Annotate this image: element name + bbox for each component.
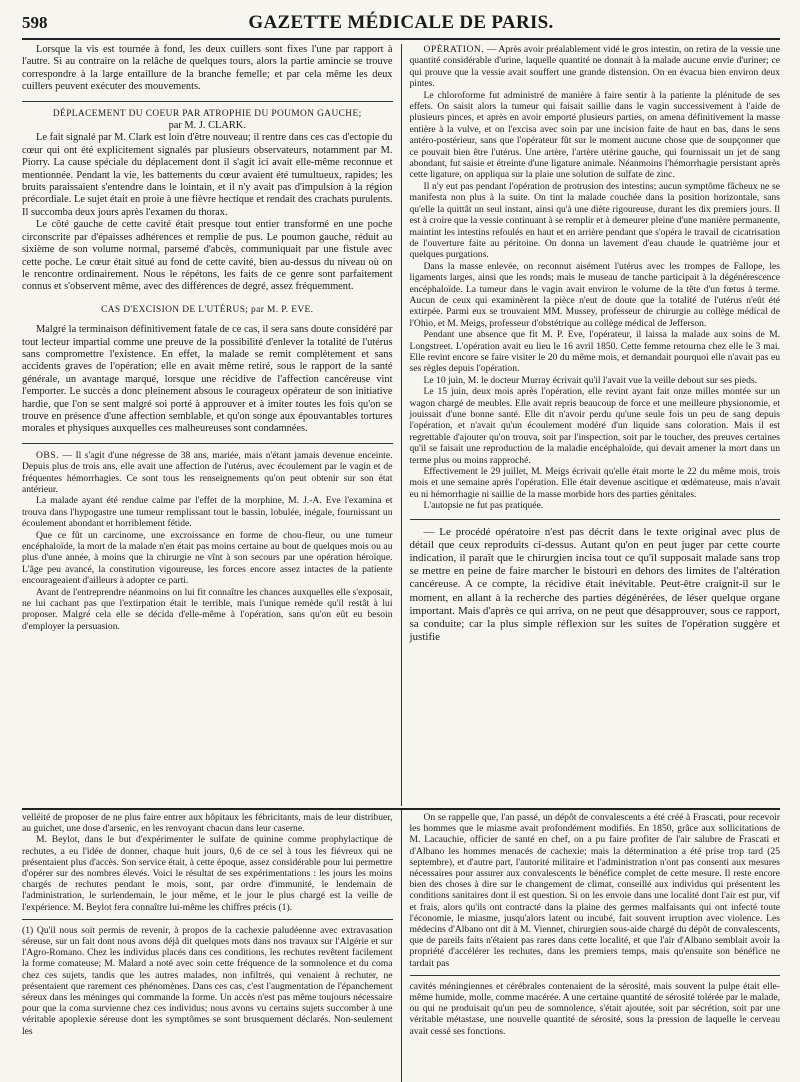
paragraph-op-1: — Après avoir préalablement vidé le gros intestin, on retira de la vessie une quantité considérable d'urine, laquelle quantité ne donnait à la malade aucune envie d'uriner; ce qui prouve que la vessie avait souffert une grande distension. On en évacua bien environ deux pintes. bbox=[409, 44, 780, 90]
paragraph-bottom-left-2: M. Beylot, dans le but d'expérimenter le sulfate de quinine comme prophylactique de rechutes, a eu l'idée de donner, chaque huit jours, 0,6 de ce sel à tous les fiévreux qui ne présentaient plus d'accès. Son service était, à cette époque, assez considérable pour lui permettre d'opérer sur des nombres élevés. Voici le résultat de ses expérimentations : les jours les moins chargés de rechutes pendant le mois, sont, par ordre d'immunité, le lendemain de l'administration, le surlendemain, le jour même, et le jour le plus chargé est la veille de l'expérience. M. Beylot fera connaître lui-même les chiffres précis (1). bbox=[22, 834, 393, 913]
page-header bbox=[22, 12, 780, 40]
operation-label: OPÉRATION. bbox=[423, 44, 485, 55]
footnote-right: cavités méningiennes et cérébrales contenaient de la sérosité, mais souvent la pulpe était elle-même humide, molle, comme macérée. A une certaine quantité de sérosité tolérée par le malade, ou qui ne produisait qu'un peu de somnolence, s'était ajoutée, soit par sécrétion, soit par une véritable métastase, une nouvelle quantité de sérosité, sous la pression de laquelle le cerveau avait cessé ses fonctions. bbox=[409, 980, 780, 1037]
article-heading-eve: CAS D'EXCISION DE L'UTÉRUS; par M. P. EVE. bbox=[101, 304, 314, 315]
paragraph-clark-1: Le fait signalé par M. Clark est loin d'être nouveau; il rentre dans ces cas d'ectopie du cœur qui ont été explicitement signalés par plusieurs observateurs, notamment par M. Piorry. La cause spéciale du déplacement dont il s'agit ici avait elle-même reconnue et mentionnée. Pendant la vie, les battements du cœur avaient été tumultueux, rapides; les bruits paraissaient s'entendre dans le lointain, et il n'y avait pas d'impulsion à la région précordiale. Le sujet était en proie à une fièvre hectique et rendait des crachats purulents. Il succomba deux jours après l'examen du thorax. bbox=[22, 132, 393, 218]
paragraph-op-2: Le chloroforme fut administré de manière à faire sentir à la patiente la plénitude de ses effets. On saisit alors la tumeur qui faisait saillie dans le vagin successivement à l'aide de plusieurs pinces, et après en avoir emporté plusieurs parties, on amena définitivement la masse entière à la vulve, et on l'excisa avec soin par une incision faite de haut en bas, dans le sens antéro-postérieur, sans que l'opérateur fût sur le moment aucune chose que de soupçonner que ce pouvait bien être l'utérus. Une artère, l'artère utérine gauche, qui fournissait un jet de sang abondant, fut saisie et étreinte d'une ligature animale. Néanmoins l'hémorrhagie persistant après cette ligature, on appliqua sur la plaie une solution de sulfate de zinc. bbox=[409, 89, 780, 181]
main-columns bbox=[22, 44, 780, 806]
paragraph-obs-2: La malade ayant été rendue calme par l'effet de la morphine, M. J.-A. Eve l'examina et trouva dans l'hypogastre une tumeur remplissant tout le bassin, lobulée, inégale, fournissant un écoulement abondant et horriblement fétide. bbox=[22, 495, 393, 530]
article-byline-clark: par M. J. CLARK. bbox=[168, 120, 246, 132]
paragraph-op-8: Effectivement le 29 juillet, M. Meigs écrivait qu'elle était morte le 22 du même mois, trois mois et une semaine après l'opération. Elle était devenue ascitique et œdémateuse, mais n'avait eu ni hémorrhagie ni saillie de la masse morbide hors des parties génitales. bbox=[409, 466, 780, 500]
paragraph-op-6: Le 10 juin, M. le docteur Murray écrivait qu'il l'avait vue la veille debout sur ses pieds. bbox=[423, 374, 758, 386]
paragraph-clark-2: Le côté gauche de cette cavité était presque tout entier transformé en une poche circonscrite par d'épaisses adhérences et remplie de pus. Le poumon gauche, réduit au sixième de son volume normal, parsemé d'abcès, communiquait par une fistule avec cette poche. Le cœur était situé au fond de cette cavité, bien au-dessus du niveau où on le rencontre ordinairement. Nous le répétons, les faits de ce genre sont parfaitement connus et s'observent même, avec des différences de degré, assez fréquemment. bbox=[22, 219, 393, 293]
paragraph-bottom-right-1: On se rappelle que, l'an passé, un dépôt de convalescents a été créé à Frascati, pour recevoir les hommes que le miasme avait profondément modifiés. En 1850, grâce aux sollicitations de M. Lacauchie, officier de santé en chef, on a pu faire profiter de l'air salubre de Frascati et d'Albano les hommes menacés de cachexie; mais la détermination a été prise trop tard (25 septembre), et d'autre part, l'autorité militaire et l'administration n'ont pas consenti aux mesures nécessaires pour assurer aux convalescents le bénéfice complet de cette mesure. Il reste encore bien des choses à dire sur le changement de climat, conseillé aux individus qui présentent les conditions sanitaires dont il est question. Si on les envoie dans une localité dont l'air est pur, vif et frais, alors qu'ils ont contracté dans la plaine des germes malfaisants qui ont infecté toute l'économie, le miasme, jusqu'alors latent ou incubé, fait souvent irruption avec violence. Les médecins d'Albano ont dit à M. Viennet, chirurgien sous-aide chargé du dépôt de convalescents, que de pareils faits n'étaient pas rares dans cette localité, et que l'air d'Albano semblait avoir la propriété d'accélérer les rechutes, dans les premiers temps, mais qu'ensuite son bénéfice ne tardait pas bbox=[409, 812, 780, 969]
divider bbox=[410, 519, 781, 520]
paragraph-op-9: L'autopsie ne fut pas pratiquée. bbox=[423, 500, 544, 512]
paragraph-op-5: Pendant une absence que fit M. P. Eve, l'opérateur, il laissa la malade aux soins de M. Longstreet. L'opération avait eu lieu le 16 avril 1850. Cette femme retourna chez elle le 3 mai. Elle revint encore se faire visiter le 20 du même mois, et demandait pourquoi elle n'avait pas eu ses règles depuis l'opération. bbox=[409, 329, 780, 375]
paragraph-intro: Lorsque la vis est tournée à fond, les deux cuillers sont fixes l'une par rapport à l'autre. Si au contraire on la relâche de quelques tours, alors la partie amincie se trouve correspondre à la large entaillure de la branche femelle; et par cela même les deux cuillers peuvent exécuter des mouvements. bbox=[22, 44, 393, 93]
divider bbox=[22, 101, 393, 102]
paragraph-bottom-left-1: velléité de proposer de ne plus faire entrer aux hôpitaux les fébricitants, mais de leur distribuer, au guichet, une dose d'arsenic, en les renvoyant chacun dans leur caserne. bbox=[22, 812, 393, 835]
paragraph-op-3: Il n'y eut pas pendant l'opération de protrusion des intestins; aucun symptôme fâcheux ne se manifesta non plus à la suite. On tint la malade couchée dans la position horizontale, sans qu'elle la quittât un seul instant, ainsi qu'à une diète rigoureuse, durant les dix premiers jours. Il est à croire que la vessie continuant à se remplir et à demeurer pleine d'une manière permanente, maintint les intestins refoulés en haut et en arrière pendant que s'opéra le travail de cicatrisation de l'ouverture faite au péritoine. On donna un lavement d'eau chaude le quatrième jour et quelques purgations. bbox=[409, 180, 780, 261]
article-heading-clark: DÉPLACEMENT DU COEUR PAR ATROPHIE DU POUMON GAUCHE; bbox=[52, 108, 362, 119]
obs-label: OBS. bbox=[36, 449, 60, 461]
left-column bbox=[22, 44, 402, 806]
divider bbox=[22, 443, 393, 444]
paragraph-commentary: — Le procédé opératoire n'est pas décrit dans le texte original avec plus de détail que ceux reproduits ci-dessus. Autant qu'on en peut juger par cette courte indication, il paraît que le chirurgien incisa tout ce qu'il supposait malade sans trop se mettre en peine de faire marcher le bistouri en dehors des limites de l'altération cancéreuse. A ce compte, la récidive était inévitable. Peut-être craignit-il sur le moment, en allant à la recherche des parties dégénérées, de léser quelque organe important. Mais d'après ce qui arriva, on ne peut que désapprouver, sous ce rapport, sa conduite; car la plus simple réflexion sur les suites de l'opération suggère et justifie bbox=[409, 525, 780, 644]
paragraph-obs-1: — Il s'agit d'une négresse de 38 ans, mariée, mais n'étant jamais devenue enceinte. Depuis plus de trois ans, elle avait une affection de l'utérus, avec écoulement par le vagin et de fréquentes hémorrhagies. Ce sont tous les renseignements qu'on peut obtenir sur son état antérieur. bbox=[22, 449, 393, 495]
footnote-divider bbox=[22, 919, 393, 920]
footnote-divider bbox=[410, 975, 781, 976]
paragraph-eve-1: Malgré la terminaison définitivement fatale de ce cas, il sera sans doute considéré par tout lecteur impartial comme une preuve de la possibilité d'enlever la totalité de l'utérus sans compromettre l'existence. En effet, la malade se remit complètement et sans accidents graves de l'opération; elle en avait même retiré, sous le rapport de la santé générale, un avantage marqué, lorsque une récidive de l'affection cancéreuse vint l'emporter. Le succès a donc pleinement absous le courageux opérateur de son initiative hardie, que l'on se sent malgré soi porté à approuver et à imiter toutes les fois qu'on se trouve en présence d'une affection semblable, et qu'on songe aux épouvantables tortures morales et physiques auxquelles ces malheureuses sont condamnées. bbox=[22, 324, 393, 435]
bottom-right-column bbox=[402, 810, 781, 1082]
paragraph-op-4: Dans la masse enlevée, on reconnut aisément l'utérus avec les trompes de Fallope, les ligaments larges, ainsi que les ronds; mais le museau de tanche participait à la dégénérescence encéphaloïde. La tumeur dans le vagin avait environ le volume de la tête d'un fœtus à terme. Aucun de ceux qui examinèrent la pièce n'eut de doute que la totalité de l'utérus n'eût été extirpée. Parmi eux se trouvaient MM. Mussey, professeur de chirurgie au collège médical de l'Ohio, et M. Meigs, professeur d'obstétrique au collège médical de Jefferson. bbox=[409, 260, 780, 329]
right-column bbox=[402, 44, 781, 806]
journal-title: GAZETTE MÉDICALE DE PARIS. bbox=[248, 12, 554, 33]
bottom-columns bbox=[22, 810, 780, 1082]
page-number: 598 bbox=[22, 13, 48, 32]
paragraph-obs-3: Que ce fût un carcinome, une excroissance en forme de chou-fleur, ou une tumeur encéphaloïde, la mort de la malade n'en était pas moins certaine au bout de quelques mois ou au plus d'une année, à moins que la chirurgie ne vînt à son secours par une opération héroïque. L'âge peu avancé, la constitution vigoureuse, les forces encore assez intactes de la patiente encourageaient d'ailleurs à adopter ce parti. bbox=[22, 529, 393, 587]
paragraph-obs-4: Avant de l'entreprendre néanmoins on lui fit connaître les chances auxquelles elle s'exposait, ne lui cachant pas que l'extirpation était le terrible, mais l'unique remède qu'il restât à lui proposer. Malgré cela elle se décida d'elle-même à l'opération, sans qu'on eût eu besoin d'employer la persuasion. bbox=[22, 586, 393, 632]
paragraph-op-7: Le 15 juin, deux mois après l'opération, elle revint ayant fait onze milles montée sur un wagon chargé de meubles. Elle avait repris beaucoup de force et une meilleure physionomie, et jouissait d'une bonne santé. Elle dit n'avoir perdu qu'une seule fois un peu de sang depuis l'opération, et n'avait qu'un écoulement modéré d'un liquide sans coloration. Mais il est regrettable d'ajouter qu'on trouva, soit par l'inspection, soit par le toucher, des preuves certaines qu'il se faisait une reproduction de la maladie encéphaloïde, qui devait amener la mort dans un terme plus ou moins rapproché. bbox=[409, 386, 780, 466]
bottom-left-column bbox=[22, 810, 402, 1082]
footnote-left: (1) Qu'il nous soit permis de revenir, à propos de la cachexie paludéenne avec extravasation séreuse, sur un fait dont nous avons déjà dit quelques mots dans nos travaux sur l'Algérie et sur l'Agro-Romano. Chez les individus placés dans ces conditions, les rechutes revêtent facilement la forme comateuse; M. Malard a noté avec soin cette fréquence de la somnolence et du coma chez ces sujets, tandis que les autres malades, non infiltrés, qui venaient à rechuter, ne présentaient que rarement ces phénomènes. Dans ces cas, c'est l'augmentation de l'épanchement séreux dans les méninges qui commande la forme. Un accès n'est pas même toujours nécessaire pour que la coma survienne chez ces individus; nous avons vu certains sujets succomber à une véritable apoplexie séreuse dont les symptômes se sont brusquement déclarés. Non-seulement les bbox=[22, 924, 393, 1037]
